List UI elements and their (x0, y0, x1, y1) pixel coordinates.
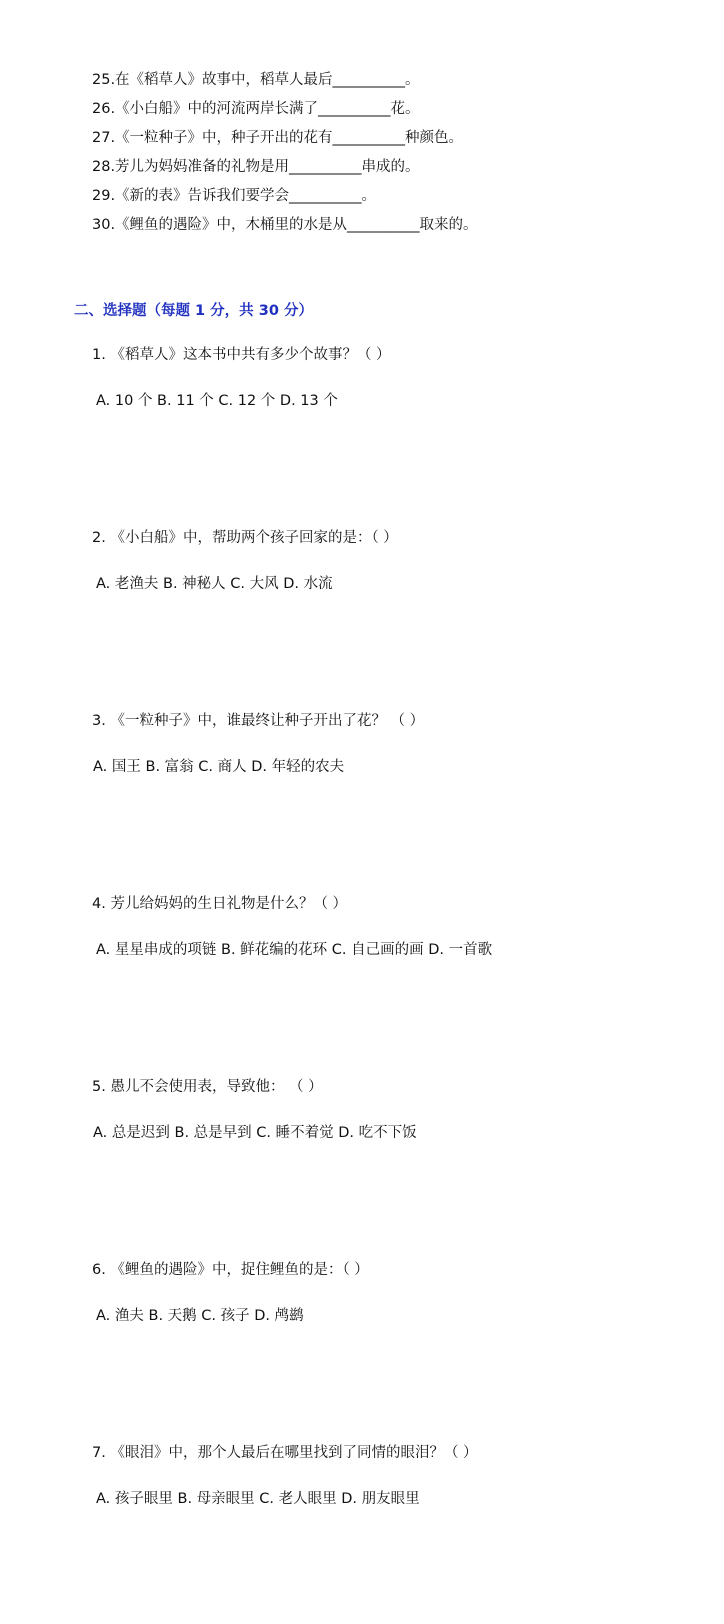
question-text: 1. 《稻草人》这本书中共有多少个故事？（ ） (92, 347, 391, 363)
fill-in-blank-list (92, 68, 478, 242)
section-title-multiple-choice: 二、选择题（每题 1 分，共 30 分） (74, 303, 313, 319)
question-text: 2. 《小白船》中，帮助两个孩子回家的是：（ ） (92, 530, 398, 546)
multiple-choice-list (92, 343, 492, 1624)
fill-in-question-27: 27.《一粒种子》中，种子开出的花有__________种颜色。 (92, 130, 464, 146)
answer-options: A. 孩子眼里 B. 母亲眼里 C. 老人眼里 D. 朋友眼里 (96, 1491, 420, 1507)
fill-in-question-29: 29.《新的表》告诉我们要学会__________。 (92, 188, 377, 204)
fill-in-question-30: 30.《鲤鱼的遇险》中，木桶里的水是从__________取来的。 (92, 217, 478, 233)
question-text: 4. 芳儿给妈妈的生日礼物是什么？（ ） (92, 896, 348, 912)
answer-options: A. 渔夫 B. 天鹅 C. 孩子 D. 鸬鹚 (96, 1308, 304, 1324)
answer-options: A. 老渔夫 B. 神秘人 C. 大风 D. 水流 (96, 576, 333, 592)
question-text: 5. 愚儿不会使用表，导致他： （ ） (92, 1079, 323, 1095)
answer-options: A. 星星串成的项链 B. 鲜花编的花环 C. 自己画的画 D. 一首歌 (96, 942, 493, 958)
question-item-3 (92, 709, 492, 892)
question-item-7 (92, 1441, 492, 1624)
question-item-4 (92, 892, 492, 1075)
answer-options: A. 10 个 B. 11 个 C. 12 个 D. 13 个 (96, 393, 338, 409)
question-item-5 (92, 1075, 492, 1258)
answer-options: A. 国王 B. 富翁 C. 商人 D. 年轻的农夫 (93, 759, 345, 775)
answer-options: A. 总是迟到 B. 总是早到 C. 睡不着觉 D. 吃不下饭 (93, 1125, 417, 1141)
fill-in-question-26: 26.《小白船》中的河流两岸长满了__________花。 (92, 101, 420, 117)
question-item-6 (92, 1258, 492, 1441)
question-item-1 (92, 343, 492, 526)
question-text: 3. 《一粒种子》中，谁最终让种子开出了花？ （ ） (92, 713, 425, 729)
question-item-2 (92, 526, 492, 709)
question-text: 6. 《鲤鱼的遇险》中，捉住鲤鱼的是：（ ） (92, 1262, 369, 1278)
question-text: 7. 《眼泪》中，那个人最后在哪里找到了同情的眼泪？（ ） (92, 1445, 478, 1461)
fill-in-question-25: 25.在《稻草人》故事中，稻草人最后__________。 (92, 72, 420, 88)
fill-in-question-28: 28.芳儿为妈妈准备的礼物是用__________串成的。 (92, 159, 420, 175)
